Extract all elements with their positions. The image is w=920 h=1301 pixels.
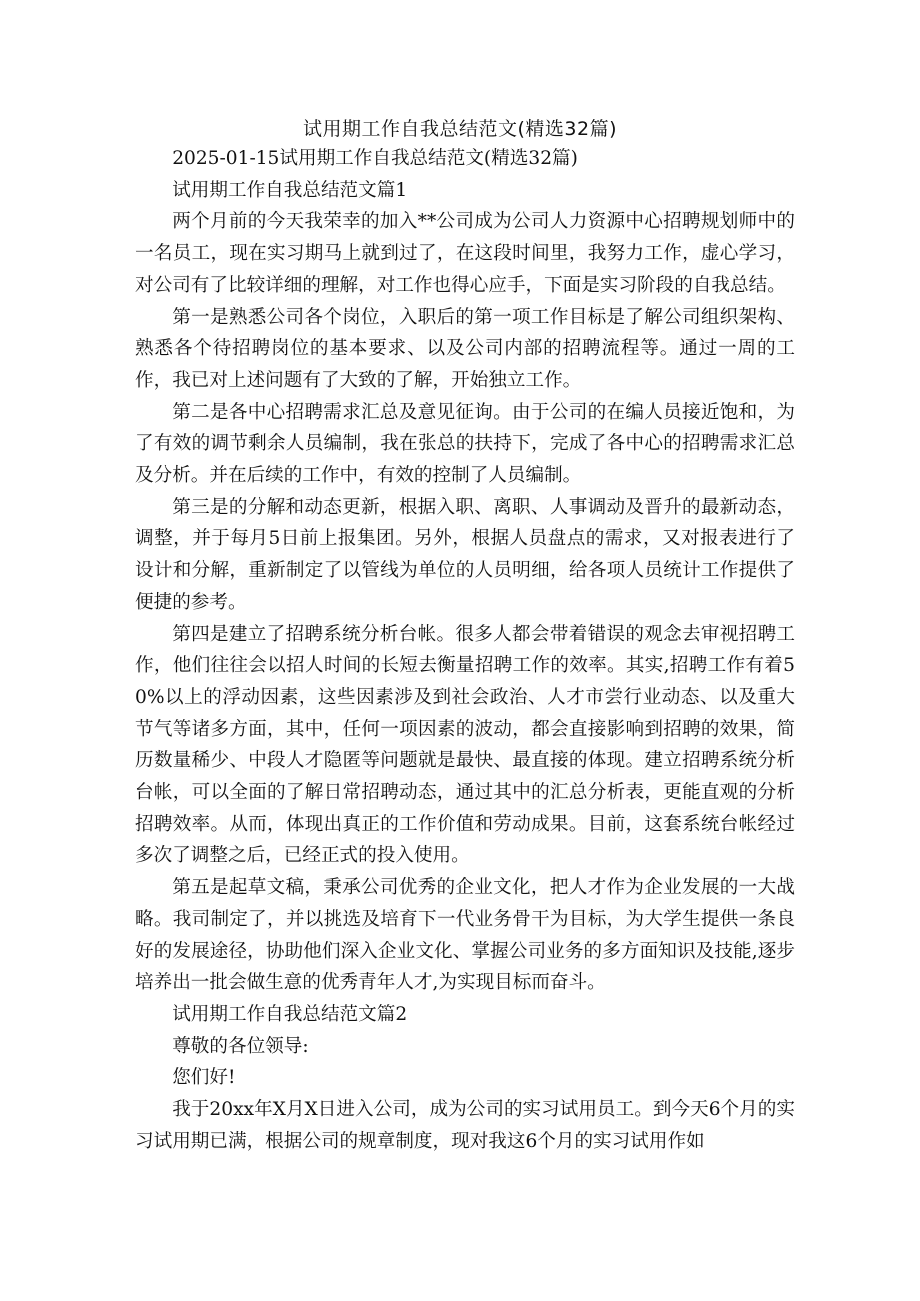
paragraph: 第一是熟悉公司各个岗位，入职后的第一项工作目标是了解公司组织架构、熟悉各个待招聘岗位的基本要求、以及公司内部的招聘流程等。通过一周的工作，我已对上述问题有了大致的了解，开始独立工作。 <box>135 306 795 391</box>
paragraph: 第四是建立了招聘系统分析台帐。很多人都会带着错误的观念去审视招聘工作，他们往往会以招人时间的长短去衡量招聘工作的效率。其实,招聘工作有着50%以上的浮动因素，这些因素涉及到社会政治、人才市尝行业动态、以及重大节气等诸多方面，其中，任何一项因素的波动，都会直接影响到招聘的效果，简历数量稀少、中段人才隐匿等问题就是最快、最直接的体现。建立招聘系统分析台帐，可以全面的了解日常招聘动态，通过其中的汇总分析表，更能直观的分析招聘效率。从而，体现出真正的工作价值和劳动成果。目前，这套系统台帐经过多次了调整之后，已经正式的投入使用。 <box>135 623 795 867</box>
paragraph: 两个月前的今天我荣幸的加入**公司成为公司人力资源中心招聘规划师中的一名员工，现在实习期马上就到过了，在这段时间里，我努力工作，虚心学习，对公司有了比较详细的理解，对工作也得心应手，下面是实习阶段的自我总结。 <box>135 211 795 296</box>
paragraph: 第三是的分解和动态更新，根据入职、离职、人事调动及晋升的最新动态，调整，并于每月5日前上报集团。另外，根据人员盘点的需求，又对报表进行了设计和分解，重新制定了以管线为单位的人员明细，给各项人员统计工作提供了便捷的参考。 <box>135 496 795 613</box>
document-title: 试用期工作自我总结范文(精选32篇) <box>302 118 617 140</box>
paragraph: 第二是各中心招聘需求汇总及意见征询。由于公司的在编人员接近饱和，为了有效的调节剩余人员编制，我在张总的扶持下，完成了各中心的招聘需求汇总及分析。并在后续的工作中，有效的控制了人员编制。 <box>135 401 795 487</box>
section-heading-1: 试用期工作自我总结范文篇1 <box>172 179 408 201</box>
document-body <box>135 143 795 1158</box>
date-line: 2025-01-15试用期工作自我总结范文(精选32篇) <box>172 148 578 169</box>
salutation: 尊敬的各位领导: <box>172 1035 309 1057</box>
paragraph: 第五是起草文稿，秉承公司优秀的企业文化，把人才作为企业发展的一大战略。我司制定了，并以挑选及培育下一代业务骨干为目标，为大学生提供一条良好的发展途径，协助他们深入企业文化、掌握公司业务的多方面知识及技能,逐步培养出一批会做生意的优秀青年人才,为实现目标而奋斗。 <box>135 877 795 994</box>
section-heading-2: 试用期工作自我总结范文篇2 <box>172 1003 408 1025</box>
paragraph: 我于20xx年X月X日进入公司，成为公司的实习试用员工。到今天6个月的实习试用期已满，根据公司的规章制度，现对我这6个月的实习试用作如 <box>135 1099 795 1152</box>
greeting: 您们好! <box>172 1067 236 1089</box>
